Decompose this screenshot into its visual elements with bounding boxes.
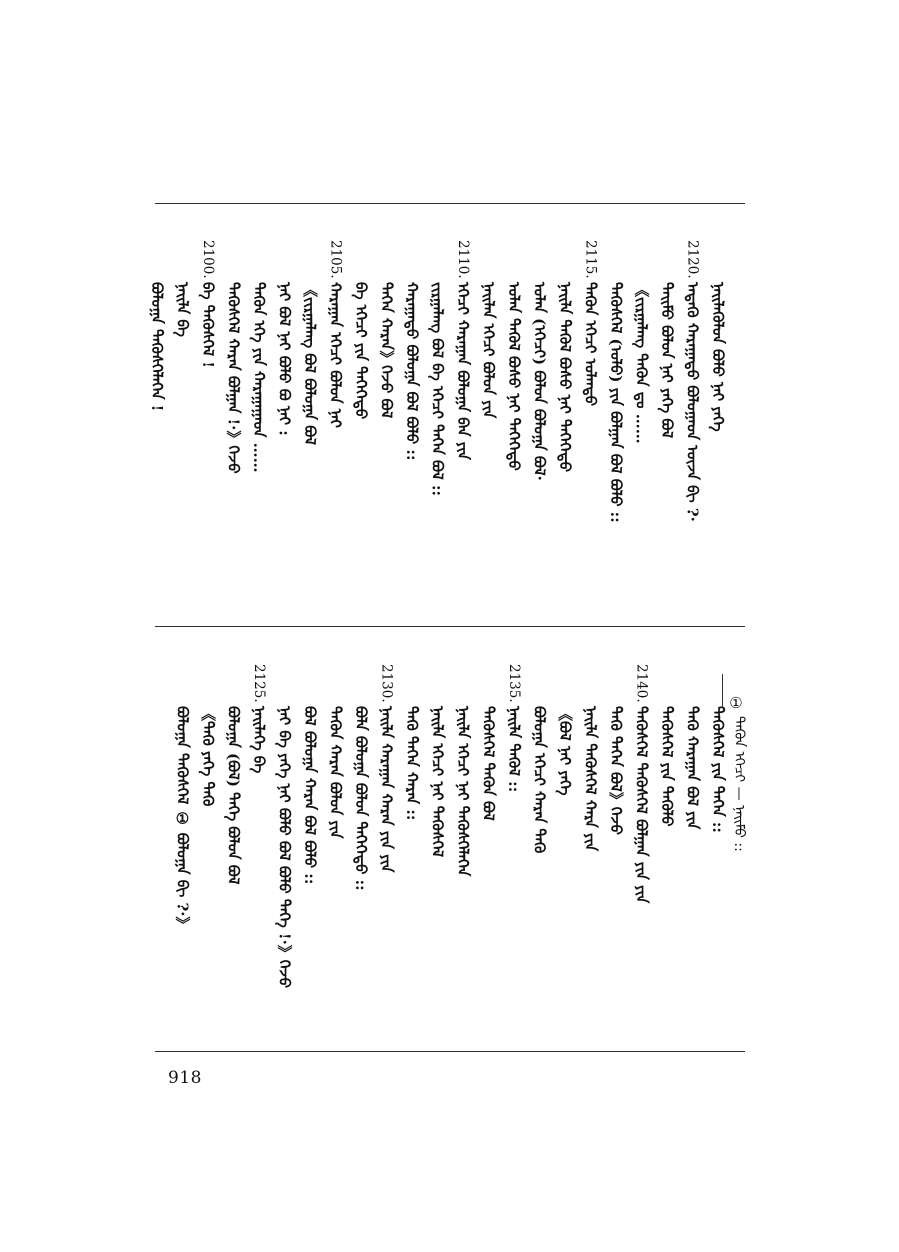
bottom-text-panel xyxy=(155,664,745,1034)
verse-line: ᠡᠨᠳᠡᠬᠦ ᠬᠠᠷᠠᠭᠠᠳᠤ ᠪᠣᠯᠤᠭᠠᠳ ᠦᠵᠡ ᠪᠢ ?· xyxy=(683,282,702,522)
verse-line: ᠲᠡᠭᠦᠰᠭᠡᠯ (ᠣᠯᠤ) ᠶᠢᠨ ᠪᠣᠯᠭᠠᠨ ᠪᠣᠯ ᠪᠣᠯᠤ :: xyxy=(607,282,625,523)
verse-line: ᠨᠡᠢᠯᠡ ᠬᠠᠷᠠᠭᠠᠨ ᠬᠠᠷᠠᠨ ᠶᠢᠨ ᠶᠢᠨ xyxy=(377,706,396,873)
line-number: 2105. xyxy=(327,240,344,279)
footnote-marker: ① xyxy=(727,694,745,712)
verse-line: ᠬᠠᠷᠠᠭᠠᠨ ᠡᠭᠡᠴᠢ ᠪᠣᠯᠤᠨ ᠨᠡᠢ xyxy=(326,282,345,428)
footnote-rule xyxy=(722,674,723,708)
verse-line: ᠨᠡᠢᠯᠡ ᠲᠡᠭᠦᠯ :: xyxy=(505,706,523,793)
top-text-panel xyxy=(148,240,745,610)
verse-line: ᠣᠯᠠᠨ ᠲᠡᠭᠦᠯ ᠪᠤᠰᠤ ᠨᠡᠢ ᠲᠡᠭᠡᠭᠡᠳᠦ xyxy=(505,282,523,471)
top-rule xyxy=(155,203,745,204)
verse-line: ᠲᠡᠭᠦᠨ ᠬᠠᠷᠠᠨ ᠪᠣᠯᠤᠨ ᠶᠢᠨ xyxy=(326,706,345,839)
verse-line: ᠪᠠ ᠲᠡᠭᠦᠰᠭᠡᠯ ! xyxy=(199,282,217,368)
verse-line: ᠲᠡᠭᠦᠨ ᠡᠭᠡ ᠶᠢᠨ ᠬᠠᠷᠠᠭᠠᠭᠠᠳ …… xyxy=(250,282,268,473)
line-number: 2130. xyxy=(378,664,395,703)
verse-line: ᠨᠡᠢ ᠪᠠ ᠶᠡᠭᠡ ᠨᠡᠢ ᠪᠣᠯᠤ ᠪᠣᠯ ᠪᠣᠯᠤ ᠲᠡᠭᠡ !·》ᠭᠡᠵᠦ xyxy=(275,706,294,988)
verse-line: ᠲᠡᠭᠦᠰᠭᠡᠯ ᠶᠢᠨ ᠲᠡᠭᠦᠯᠦ xyxy=(658,706,676,827)
verse-line: ᠪᠠ ᠡᠭᠡᠴᠢ ᠶᠢᠨ ᠲᠡᠭᠡᠭᠡᠳᠦ xyxy=(352,282,370,420)
verse-line: ᠨᠡᠢᠯᠡᠭᠦᠯᠦᠨ ᠪᠣᠯᠤ ᠨᠡᠢ ᠶᠡᠭᠡ xyxy=(709,282,727,432)
verse-line: ᠪᠣᠯᠤᠭᠠ ᠲᠡᠭᠦᠰᠭᠡᠯᠡᠭᠡᠨ ! xyxy=(148,282,166,412)
verse-line: 《ᠲᠡᠭᠦ ᠶᠡᠭᠡ ᠲᠡᠭᠦ xyxy=(199,706,217,807)
verse-line: ᠪᠣᠯ ᠪᠣᠯᠤᠭᠠ ᠬᠠᠷᠠᠨ ᠪᠣᠯ ᠪᠣᠯᠤ :: xyxy=(301,706,319,885)
line-number: 2100. xyxy=(200,240,216,279)
verse-line: ᠪᠣᠯᠤᠭᠠ ᠲᠡᠭᠦᠰᠭᠡᠯ ① ᠪᠣᠯᠤᠭᠠ ᠪᠢ ?·》 xyxy=(173,706,192,932)
verse-line: ᠨᠡᠢᠯᠡ ᠡᠭᠡᠴᠢ ᠨᠡᠢ ᠲᠡᠭᠦᠰᠭᠡᠯ xyxy=(428,706,447,858)
verse-line: ᠪᠣᠯᠠ ᠪᠣᠯᠤᠭᠠ ᠪᠣᠯᠤᠨ ᠲᠡᠭᠡᠭᠡᠳᠦ :: xyxy=(352,706,370,891)
verse-line: ᠨᠡᠢᠯᠡ ᠡᠭᠡᠴᠢ ᠨᠡᠢ ᠲᠡᠭᠦᠰᠭᠡᠯᠡᠭᠡᠨ xyxy=(454,706,472,877)
verse-line: 《ᠵᠢᠷᠭᠠᠯᠠᠩ ᠪᠣᠯ ᠪᠣᠯᠤᠭᠠ ᠪᠣᠯ xyxy=(301,282,319,445)
verse-line: ᠨᠡᠢᠯᠡᠨ ᠡᠭᠡᠴᠢ ᠪᠣᠯᠤᠨ ᠶᠢᠨ xyxy=(479,282,498,419)
verse-line: ᠲᠡᠭᠦ ᠬᠠᠷᠠᠭᠠᠨ ᠪᠤᠯ ᠶᠢᠨ xyxy=(683,706,702,830)
verse-line: ᠲᠡᠭᠦᠰᠭᠡᠯ ᠲᠡᠭᠦᠨ ᠪᠣᠯ xyxy=(479,706,498,821)
verse-line: 《ᠪᠣᠯ ᠨᠡᠢ ᠶᠡᠭᠡ xyxy=(556,706,574,796)
line-number: 2120. xyxy=(684,240,701,279)
verse-line: ᠲᠡᠭᠦ ᠲᠡᠭᠡᠨ ᠬᠠᠷᠠᠨ :: xyxy=(403,706,421,821)
verse-line: ᠲᠡᠭᠡᠨ ᠬᠠᠷᠠᠨ》ᠭᠡᠵᠦ ᠪᠣᠯ xyxy=(377,282,396,419)
verse-line: ᠡᠭᠡᠴᠢ ᠬᠠᠷᠠᠭᠠᠨ ᠪᠣᠯᠤᠭᠠ ᠪᠠᠨ ᠶᠢᠨ xyxy=(454,282,472,460)
verse-line: ᠬᠠᠷᠠᠭᠠᠳᠤ ᠪᠣᠯᠤᠭᠠ ᠪᠣᠯ ᠪᠣᠯᠤ :: xyxy=(403,282,421,461)
line-number: 2140. xyxy=(633,664,650,703)
verse-line: ᠲᠡᠭᠦ ᠲᠡᠭᠡᠨ ᠪᠣᠯ》ᠭᠡᠵᠦ xyxy=(607,706,625,835)
line-number: 2110. xyxy=(455,240,471,279)
verse-line: ᠲᠡᠭᠦᠨ ᠡᠭᠡᠴᠢ ᠣᠯᠠᠨᠳᠤ xyxy=(581,282,600,407)
verse-line: ᠲᠡᠭᠦᠰᠭᠡᠯ ᠲᠡᠭᠦᠰᠭᠡᠯ ᠪᠣᠯᠭᠠᠨ ᠶᠢᠨ ᠶᠢᠨ xyxy=(632,706,651,904)
verse-line: ᠪᠣᠯᠤᠭᠠ ᠡᠭᠡᠴᠢ ᠬᠠᠷᠠᠨ ᠲᠡᠭᠦ xyxy=(530,706,549,854)
verse-line: ᠲᠡᠭᠦᠰᠭᠡᠯ ᠶᠢᠨ ᠲᠡᠭᠡᠨ :: xyxy=(709,706,727,833)
verse-line: ᠨᠡᠢᠯᠡ ᠲᠡᠭᠦᠯ ᠪᠤᠰᠤ ᠨᠡᠢ ᠲᠡᠭᠡᠭᠡᠳᠦ xyxy=(556,282,574,472)
verse-line: ᠨᠡᠢᠯᠡ ᠪᠠ xyxy=(173,282,192,337)
verse-line: ᠣᠯᠠᠨ (ᠡᠭᠡᠴᠢ) ᠪᠣᠯᠤᠨ ᠪᠣᠯᠤᠭᠠ ᠪᠣᠯ· xyxy=(530,282,549,481)
verse-line: ᠲᠡᠢᠮᠦ ᠪᠣᠯᠣᠨ ᠨᠡᠢ ᠶᠡᠭᠡ ᠪᠣᠯ xyxy=(658,282,676,439)
footnote-text: ᠲᠡᠭᠦᠨ ᠡᠭᠡᠴᠢ — ᠨᠡᠢᠮᠦ :: xyxy=(731,716,747,852)
page-number: 918 xyxy=(168,1068,202,1088)
verse-line: 《ᠵᠢᠷᠭᠠᠯᠠᠩ ᠲᠡᠭᠦᠨ ᠳᠤ …… xyxy=(632,282,651,444)
verse-line: ᠵᠢᠷᠭᠠᠯᠠᠩ ᠪᠣᠯ ᠪᠠ ᠡᠭᠡᠴᠢ ᠲᠡᠭᠡᠨ ᠪᠣᠯ :: xyxy=(428,282,447,497)
line-number: 2115. xyxy=(582,240,599,279)
line-number: 2135. xyxy=(506,664,522,703)
bottom-rule xyxy=(155,1051,745,1052)
verse-line: ᠨᠡᠢᠯᠡᠭᠡ ᠪᠠ xyxy=(250,706,268,774)
verse-line: ᠨᠡᠢ ᠪᠣᠯ ᠨᠡᠢ ᠪᠣᠯᠤ ᠪᠤ ᠨᠡᠢ : xyxy=(275,282,294,436)
verse-line: ᠨᠡᠢᠯᠡ ᠲᠡᠭᠦᠰᠭᠡᠯ ᠬᠠᠷᠠ ᠶᠢᠨ xyxy=(581,706,600,852)
line-number: 2125. xyxy=(251,664,267,703)
middle-rule xyxy=(155,626,745,627)
verse-line: ᠪᠣᠯᠤᠭᠠ (ᠪᠣᠯ) ᠲᠡᠭᠡ ᠪᠣᠯᠤᠨ ᠪᠣᠯ xyxy=(224,706,243,885)
verse-line: ᠲᠡᠭᠦᠰᠭᠡᠯ ᠬᠠᠷᠠᠨ ᠪᠣᠯᠭᠠᠨ !·》ᠭᠡᠵᠦ xyxy=(224,282,243,474)
